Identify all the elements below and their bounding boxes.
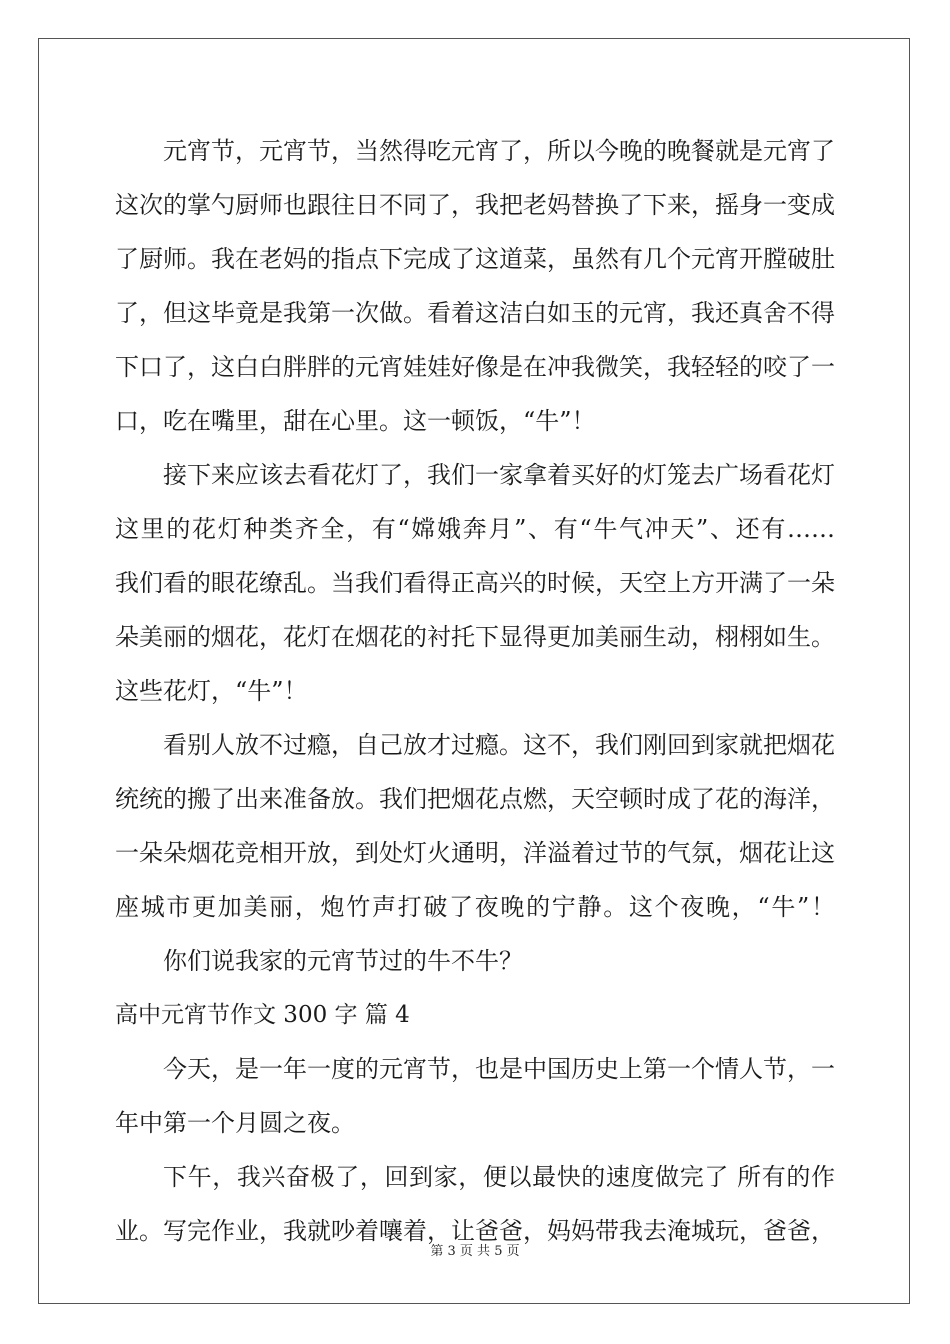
text-line-14: 一朵朵烟花竞相开放，到处灯火通明，洋溢着过节的气氛，烟花让这 [115, 839, 835, 867]
text-line-4: 了，但这毕竟是我第一次做。看着这洁白如玉的元宵，我还真舍不得 [115, 299, 835, 327]
text-line-10: 朵美丽的烟花，花灯在烟花的衬托下显得更加美丽生动，栩栩如生。 [115, 623, 835, 651]
text-line-7: 接下来应该去看花灯了，我们一家拿着买好的灯笼去广场看花灯 [163, 461, 835, 489]
text-line-11: 这些花灯，“牛”！ [115, 677, 308, 705]
text-line-12: 看别人放不过瘾，自己放才过瘾。这不，我们刚回到家就把烟花 [163, 731, 835, 759]
section-heading: 高中元宵节作文 300 字 篇 4 [115, 1002, 410, 1028]
text-line-9: 我们看的眼花缭乱。当我们看得正高兴的时候，天空上方开满了一朵 [115, 569, 835, 597]
text-line-16: 你们说我家的元宵节过的牛不牛？ [163, 947, 523, 975]
text-line-18: 今天，是一年一度的元宵节，也是中国历史上第一个情人节，一 [163, 1055, 835, 1083]
text-line-5: 下口了，这白白胖胖的元宵娃娃好像是在冲我微笑，我轻轻的咬了一 [115, 353, 835, 381]
text-line-1: 元宵节，元宵节，当然得吃元宵了，所以今晚的晚餐就是元宵了 [163, 137, 835, 165]
text-line-20: 下午，我兴奋极了，回到家，便以最快的速度做完了 所有的作 [163, 1163, 835, 1191]
text-line-13: 统统的搬了出来准备放。我们把烟花点燃，天空顿时成了花的海洋， [115, 785, 835, 813]
text-line-21: 业。写完作业，我就吵着嚷着，让爸爸，妈妈带我去淹城玩，爸爸， [115, 1217, 835, 1245]
text-line-6: 口，吃在嘴里，甜在心里。这一顿饭，“牛”！ [115, 407, 596, 435]
text-line-8: 这里的花灯种类齐全，有“嫦娥奔月”、有“牛气冲天”、还有…… [115, 515, 835, 543]
text-line-19: 年中第一个月圆之夜。 [115, 1109, 355, 1137]
text-line-15: 座城市更加美丽，炮竹声打破了夜晚的宁静。这个夜晚，“牛”！ [115, 893, 835, 921]
document-body [115, 124, 835, 1258]
text-line-3: 了厨师。我在老妈的指点下完成了这道菜，虽然有几个元宵开膛破肚 [115, 245, 835, 273]
page-number-footer: 第 3 页 共 5 页 [430, 1244, 520, 1259]
text-line-2: 这次的掌勺厨师也跟往日不同了，我把老妈替换了下来，摇身一变成 [115, 191, 835, 219]
